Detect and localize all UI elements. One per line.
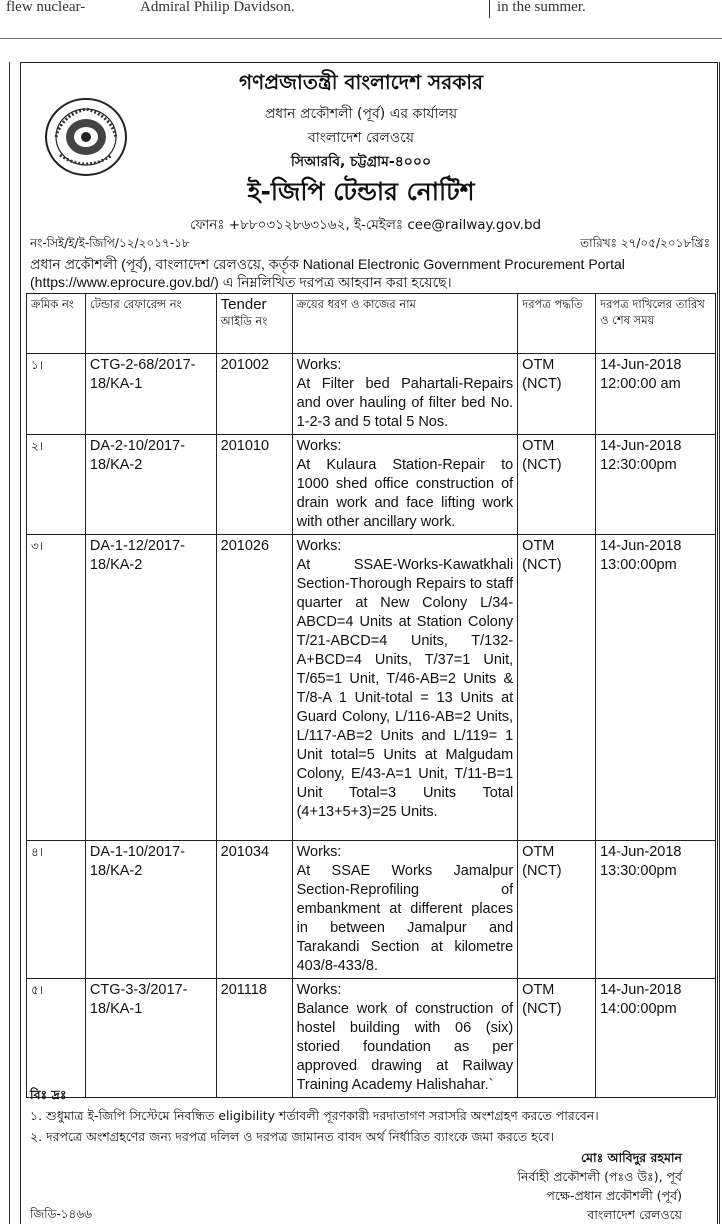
row-reference: CTG-3-3/2017-18/KA-1	[85, 979, 216, 1098]
row-tender-id: 201118	[216, 979, 292, 1098]
tender-table	[26, 293, 716, 1098]
row-work-type: Works:	[296, 438, 342, 454]
row-method-1: OTM	[522, 844, 555, 860]
row-date: 14-Jun-2018	[600, 438, 682, 454]
row-tender-id: 201010	[216, 435, 292, 535]
header-government: গণপ্রজাতন্ত্রী বাংলাদেশ সরকার	[239, 70, 483, 94]
signatory-on-behalf: পক্ষে-প্রধান প্রকৌশলী (পূর্ব)	[546, 1188, 682, 1203]
note-item: ১. শুধুমাত্র ই-জিপি সিস্টেমে নিবন্ধিত eligibility শর্তাবলী পূরণকারী দরদাতাগণ সরাসরি অংশগ্রহণ করতে পারবেন।	[30, 1108, 599, 1123]
row-reference: DA-2-10/2017-18/KA-2	[85, 435, 216, 535]
newspaper-top-strip	[0, 0, 722, 20]
header-tender-id-line2: আইডি নং	[220, 314, 268, 328]
row-date: 14-Jun-2018	[600, 357, 682, 373]
row-method-2: (NCT)	[522, 1001, 562, 1017]
row-work-type: Works:	[296, 357, 342, 373]
header-tender-id-line1: Tender	[220, 296, 267, 313]
row-time: 14:00:00pm	[600, 1001, 677, 1017]
row-date: 14-Jun-2018	[600, 538, 682, 554]
row-method-1: OTM	[522, 538, 555, 554]
table-row	[27, 535, 716, 841]
table-row	[27, 841, 716, 979]
notice-title: ই-জিপি টেন্ডার নোটিশ	[247, 177, 475, 206]
row-date: 14-Jun-2018	[600, 982, 682, 998]
row-method	[518, 841, 596, 979]
notice-date: তারিখঃ ২৭/০৫/২০১৮খ্রিঃ	[580, 236, 710, 250]
row-work-type: Works:	[296, 538, 342, 554]
top-strip-middle-text: Admiral Philip Davidson.	[140, 0, 295, 15]
row-tender-id: 201034	[216, 841, 292, 979]
header-department: বাংলাদেশ রেলওয়ে	[307, 130, 415, 146]
row-deadline	[596, 979, 716, 1098]
note-item: ২. দরপত্রে অংশগ্রহণের জন্য দরপত্র দলিল ও দরপত্র জামানত বাবদ অর্থ নির্ধারিত ব্যাংকে জমা করতে হবে।	[30, 1129, 555, 1144]
row-reference: DA-1-12/2017-18/KA-2	[85, 535, 216, 841]
row-method	[518, 354, 596, 435]
signatory-name: মোঃ আবিদুর রহমান	[580, 1150, 682, 1165]
intro-paragraph: প্রধান প্রকৌশলী (পূর্ব), বাংলাদেশ রেলওয়ে, কর্তৃক National Electronic Government Procurement Portal (https://www.eprocure.gov.bd/) এ নিম্নলিখিত দরপত্র আহবান করা হয়েছে।	[30, 256, 625, 290]
row-work-desc: At Filter bed Pahartali-Repairs and over hauling of filter bed No. 1-2-3 and 5 total 5 Nos.	[296, 376, 514, 430]
row-deadline	[596, 841, 716, 979]
row-work-desc: At SSAE Works Jamalpur Section-Reprofiling of embankment at different places in between Jamalpur and Tarakandi Section at kilometre 403/8-433/8.	[296, 863, 514, 974]
signatory-org: বাংলাদেশ রেলওয়ে	[587, 1207, 682, 1222]
table-header-row	[27, 294, 716, 354]
row-work	[292, 535, 518, 841]
header-work: ক্রয়ের ধরণ ও কাজের নাম	[292, 294, 518, 354]
row-deadline	[596, 435, 716, 535]
contact-line: ফোনঃ +৮৮০৩১২৮৬৩১৬২, ই-মেইলঃ cee@railway.gov.bd	[190, 217, 542, 233]
row-date: 14-Jun-2018	[600, 844, 682, 860]
margin-rule-right	[719, 62, 720, 1224]
row-work	[292, 841, 518, 979]
notes-heading: বিঃ দ্রঃ	[30, 1087, 67, 1102]
row-work-type: Works:	[296, 982, 342, 998]
row-work-desc: Balance work of construction of hostel building with 06 (six) storied foundation as per approved drawing at Railway Training Academy Halishahar.`	[296, 1001, 514, 1093]
header-tender-id	[216, 294, 292, 354]
table-row	[27, 354, 716, 435]
row-method	[518, 435, 596, 535]
row-time: 12:00:00 am	[600, 376, 681, 392]
header-address: সিআরবি, চট্টগ্রাম-৪০০০	[290, 154, 432, 170]
section-rule	[0, 38, 722, 39]
row-method	[518, 535, 596, 841]
row-work-type: Works:	[296, 844, 342, 860]
row-method-1: OTM	[522, 357, 555, 373]
row-method-2: (NCT)	[522, 457, 562, 473]
table-row	[27, 435, 716, 535]
row-serial: ১।	[27, 354, 86, 435]
row-method-2: (NCT)	[522, 557, 562, 573]
row-time: 13:00:00pm	[600, 557, 677, 573]
row-method-2: (NCT)	[522, 863, 562, 879]
notes-section	[30, 1084, 599, 1147]
row-serial: ৩।	[27, 535, 86, 841]
signature-block	[517, 1148, 682, 1224]
header-office: প্রধান প্রকৌশলী (পূর্ব) এর কার্যালয়	[264, 106, 458, 122]
advert-code: জিডি-১৪৬৬	[30, 1207, 92, 1221]
row-method-2: (NCT)	[522, 376, 562, 392]
margin-rule-left	[9, 62, 10, 1224]
row-deadline	[596, 354, 716, 435]
row-work	[292, 435, 518, 535]
row-serial: ২।	[27, 435, 86, 535]
row-time: 12:30:00pm	[600, 457, 677, 473]
row-reference: CTG-2-68/2017-18/KA-1	[85, 354, 216, 435]
signatory-designation: নির্বাহী প্রকৌশলী (পঃও উঃ), পূর্ব	[517, 1169, 682, 1184]
row-deadline	[596, 535, 716, 841]
row-time: 13:30:00pm	[600, 863, 677, 879]
row-method	[518, 979, 596, 1098]
row-reference: DA-1-10/2017-18/KA-2	[85, 841, 216, 979]
row-method-1: OTM	[522, 438, 555, 454]
row-method-1: OTM	[522, 982, 555, 998]
table-row	[27, 979, 716, 1098]
row-serial: ৪।	[27, 841, 86, 979]
row-work	[292, 354, 518, 435]
row-serial: ৫।	[27, 979, 86, 1098]
column-divider	[489, 0, 490, 18]
memo-number: নং-সিই/ই/ই-জিপি/১২/২০১৭-১৮	[30, 236, 190, 250]
row-tender-id: 201026	[216, 535, 292, 841]
top-strip-left-text: flew nuclear-	[6, 0, 86, 15]
row-work-desc: At SSAE-Works-Kawatkhali Section-Thorough Repairs to staff quarter at New Colony L/34-ABCD=4 Units at Station Colony T/21-ABCD=4 Units, T/132-A+BCD=4 Units, T/37=1 Unit, T/65=1 Unit, T/46-AB=2 Units & T/8-A 1 Unit-total = 13 Units at Guard Colony, L/116-AB=2 Units, L/117-AB=2 Units and L/119= 1 Unit total=5 Units at Malgudam Colony, E/43-A=1 Unit, T/11-B=1 Unit Total=3 Units Total (4+13+5+3)=25 Units.	[296, 557, 514, 820]
header-serial: ক্রমিক নং	[27, 294, 86, 354]
header-method: দরপত্র পদ্ধতি	[518, 294, 596, 354]
header-deadline: দরপত্র দাখিলের তারিখ ও শেষ সময়	[596, 294, 716, 354]
row-work-desc: At Kulaura Station-Repair to 1000 shed office construction of drain work and face lifting work with other ancillary work.	[296, 457, 514, 530]
header-reference: টেন্ডার রেফারেন্স নং	[85, 294, 216, 354]
row-tender-id: 201002	[216, 354, 292, 435]
row-work	[292, 979, 518, 1098]
top-strip-right-text: in the summer.	[497, 0, 586, 15]
